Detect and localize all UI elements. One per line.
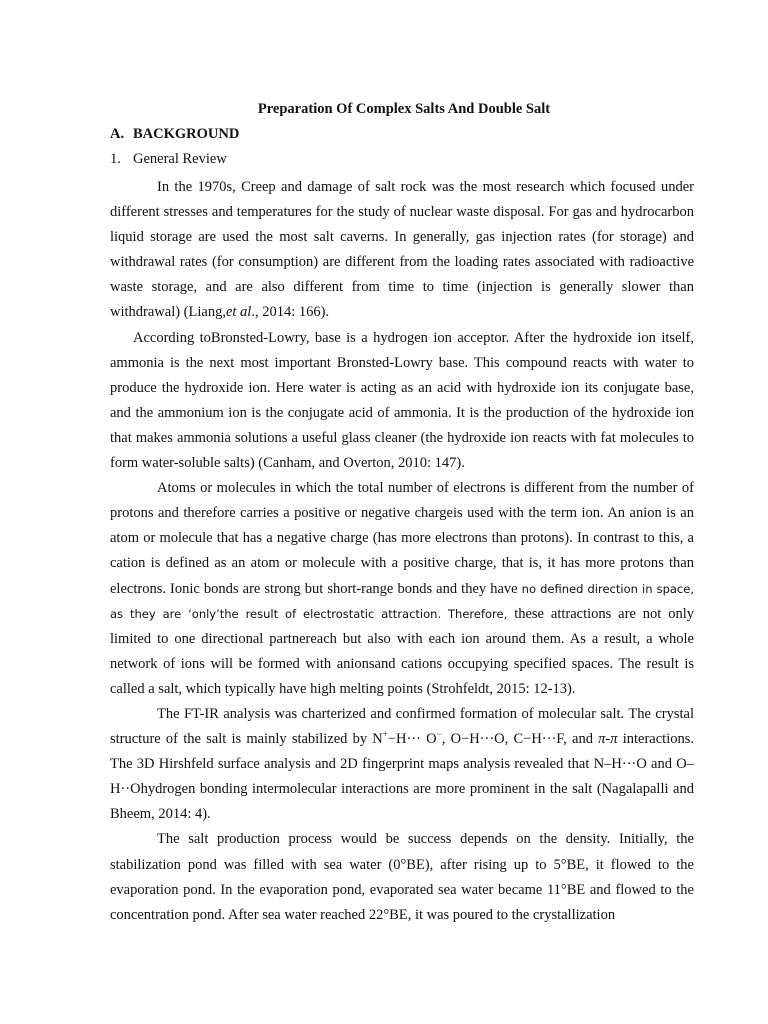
- paragraph-1: In the 1970s, Creep and damage of salt rock was the most research which focused under different stresses and temperatures for the study of nuclear waste disposal. For gas and hydrocarbon liquid storage are used the most salt caverns. In generally, gas injection rates (for storage) and withdrawal rates (for consumption) are different from the loading rates associated with radioactive waste storage, and are also different from time to time (injection is generally slower than withdrawal) (Liang,et al., 2014: 166).: [110, 179, 694, 321]
- body-text: [110, 175, 694, 928]
- italic-et-al: et al: [225, 304, 252, 321]
- pi-pi-symbol: π-π: [598, 731, 618, 748]
- section-heading: [110, 126, 239, 143]
- subsection-heading: [110, 151, 227, 168]
- paragraph-4: The FT-IR analysis was charterized and confirmed formation of molecular salt. The crystal structure of the salt is mainly stabilized by N+−H··· O−, O−H···O, C−H···F, and π-π interactions. The 3D Hirshfeld surface analysis and 2D fingerprint maps analysis revealed that N–H···O and O–H··Ohydrogen bonding intermolecular interactions are more prominent in the salt (Nagalapalli and Bheem, 2014: 4).: [110, 705, 694, 823]
- paragraph-3: Atoms or molecules in which the total number of electrons is different from the number of protons and therefore carries a positive or negative chargeis used with the term ion. An anion is an atom or molecule that has a negative charge (has more electrons than protons). In contrast to this, a cation is defined as an atom or molecule with a positive charge, that is, it has more protons than electrons. Ionic bonds are strong but short-range bonds and they have no defined direction in space, as they are ‘only’the result of electrostatic attraction. Therefore, these attractions are not only limited to one directional partnereach but also with each ion around them. As a result, a whole network of ions will be formed with anionsand cations occupying specified spaces. The result is called a salt, which typically have high melting points (Strohfeldt, 2015: 12-13).: [110, 480, 695, 697]
- subsection-title: General Review: [133, 151, 227, 167]
- document-title: Preparation Of Complex Salts And Double Salt: [257, 101, 551, 117]
- paragraph-5: The salt production process would be success depends on the density. Initially, the stabilization pond was filled with sea water (0°BE), after rising up to 5°BE, it flowed to the evaporation pond. In the evaporation pond, evaporated sea water became 11°BE and flowed to the concentration pond. After sea water reached 22°BE, it was poured to the crystallization: [110, 831, 694, 923]
- section-title: BACKGROUND: [133, 126, 240, 142]
- subsection-number: 1.: [110, 151, 121, 167]
- alt-font-line: no defined direction in space, as they are ‘only’the result of electrostatic attraction. Therefore,: [110, 581, 694, 621]
- section-letter: A.: [110, 126, 125, 142]
- paragraph-2: According toBronsted-Lowry, base is a hydrogen ion acceptor. After the hydroxide ion itself, ammonia is the next most important Bronsted-Lowry base. This compound reacts with water to produce the hydroxide ion. Here water is acting as an acid with hydroxide ion its conjugate base, and the ammonium ion is the conjugate acid of ammonia. It is the production of the hydroxide ion that makes ammonia solutions a useful glass cleaner (the hydroxide ion reacts with fat molecules to form water-soluble salts) (Canham, and Overton, 2010: 147).: [110, 329, 694, 472]
